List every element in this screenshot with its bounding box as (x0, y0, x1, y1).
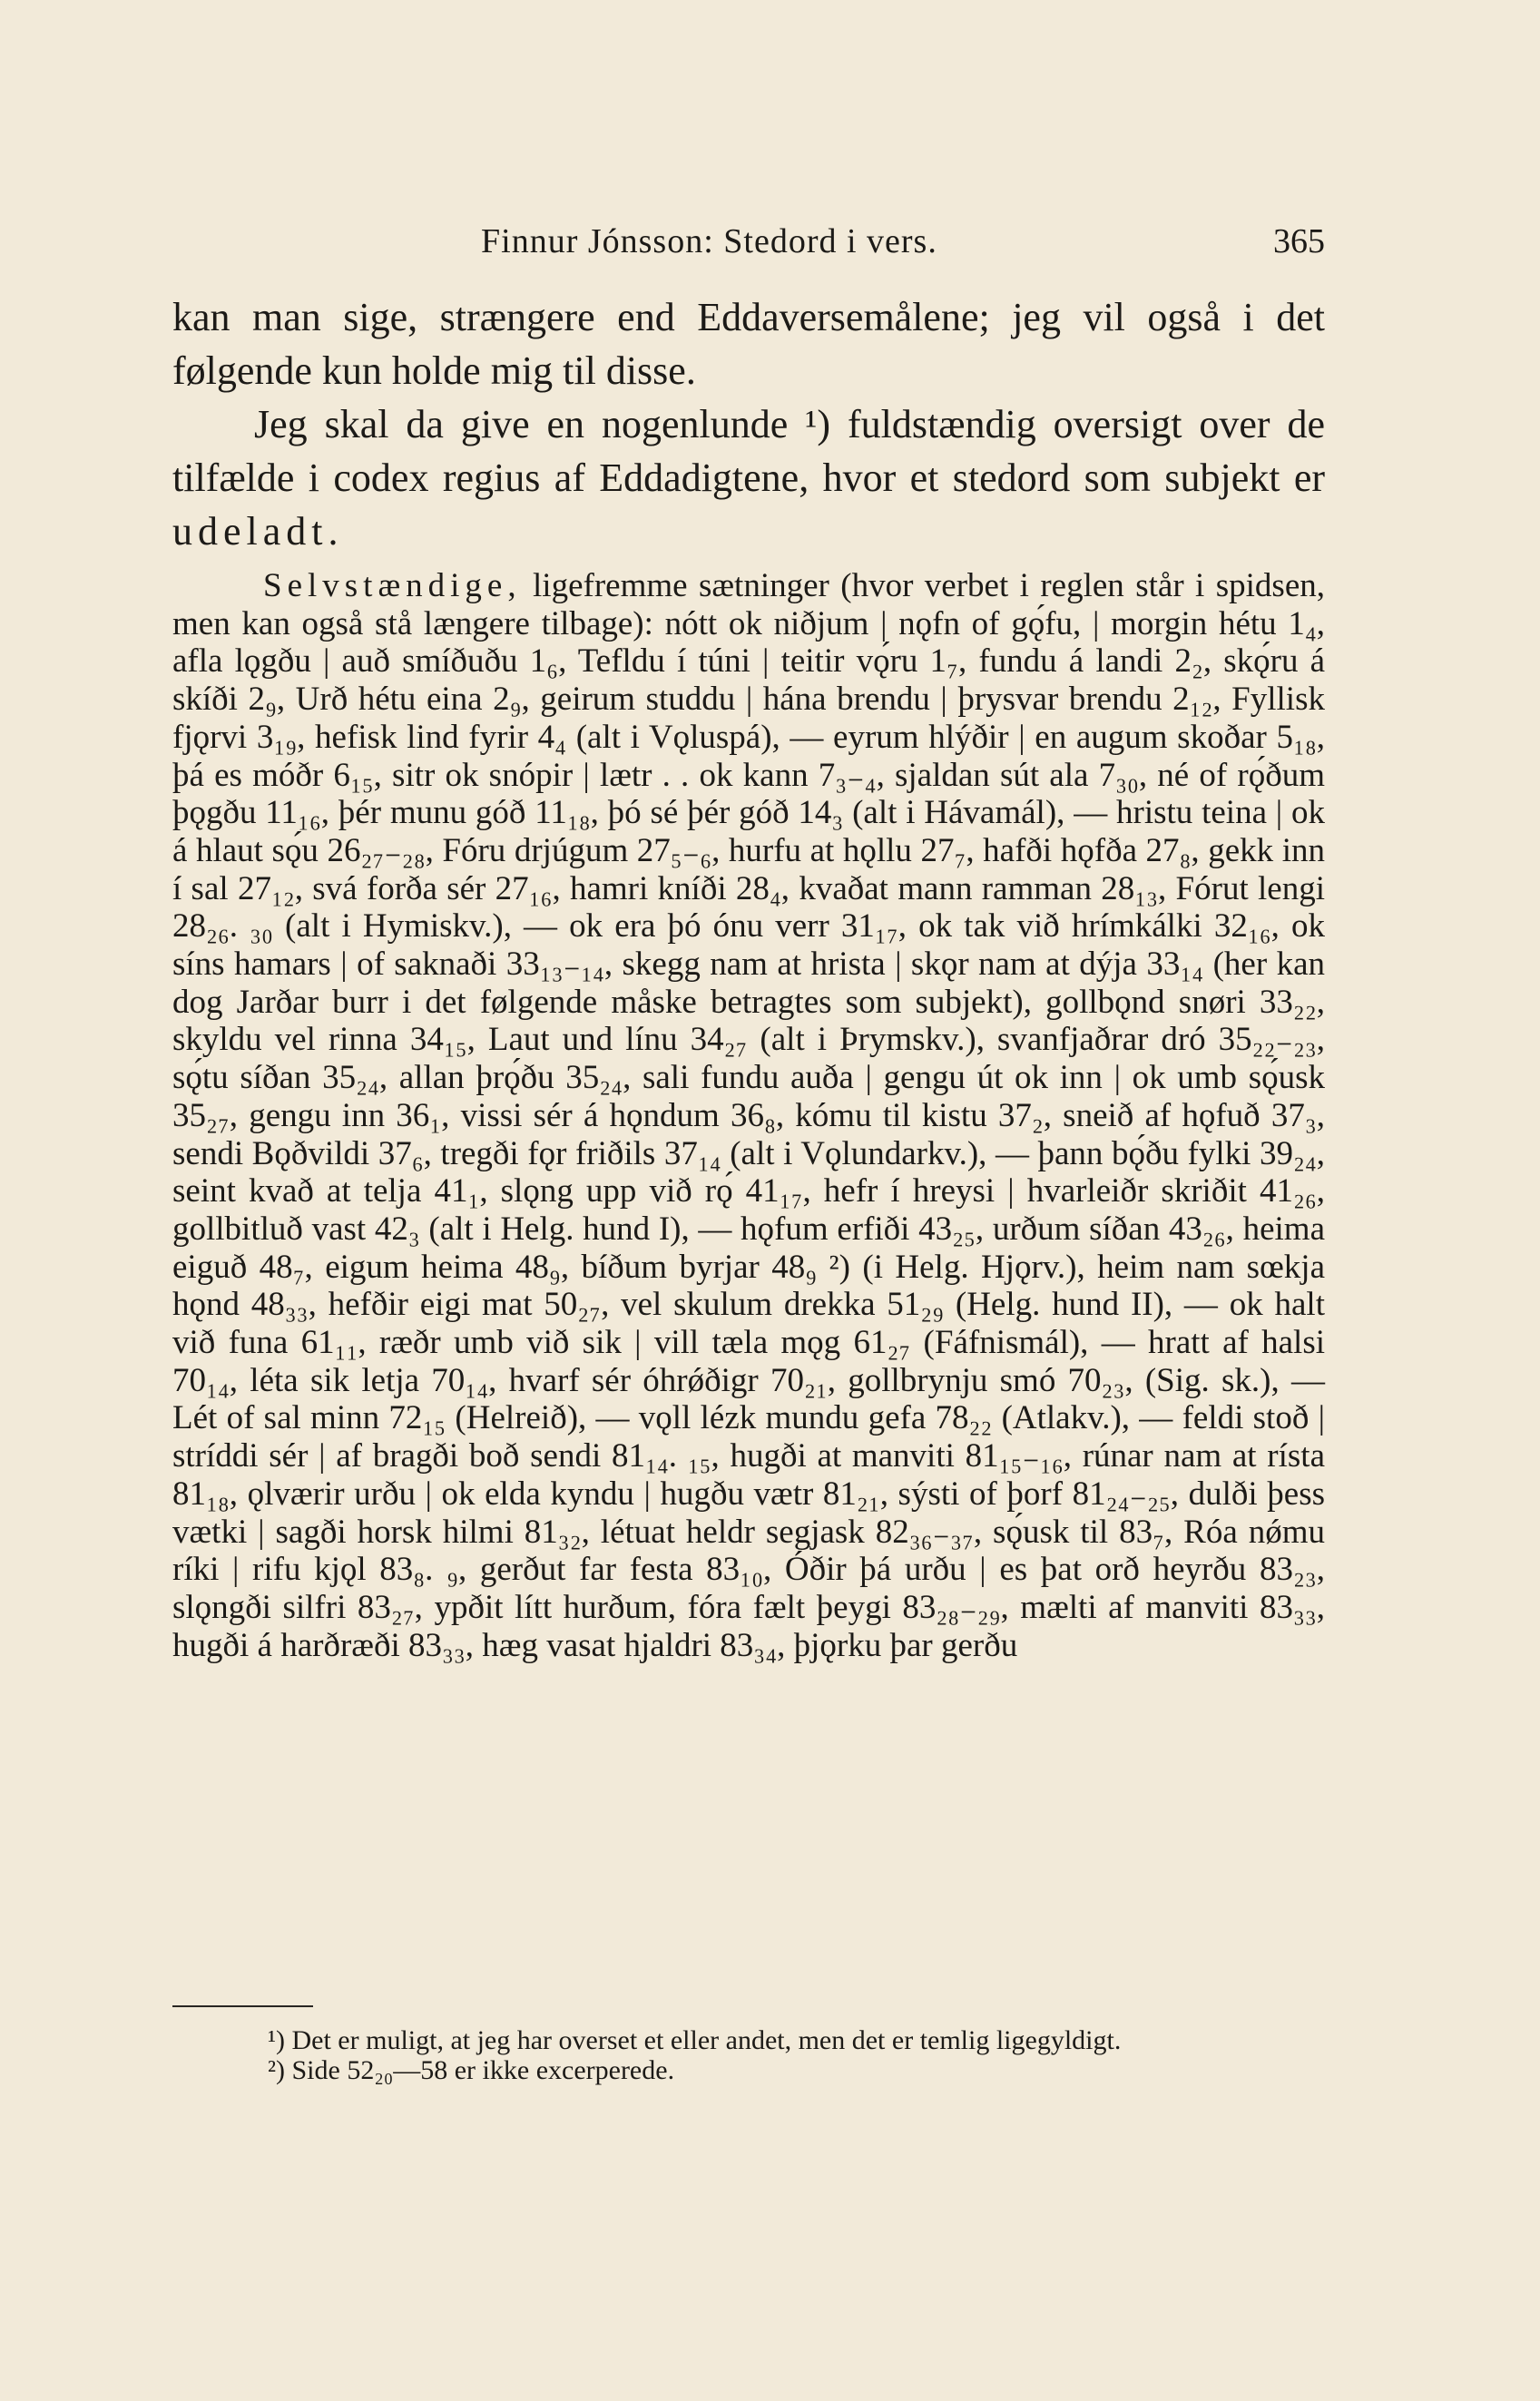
footnotes (172, 2025, 1325, 2085)
paragraph-3 (172, 567, 1325, 1664)
intro-paragraphs (172, 290, 1325, 558)
paragraph-3-text: ligefremme sætninger (hvor verbet i reglen står i spidsen, men kan også stå længere tilbage): nótt ok niðjum | nǫfn of gǫ́fu, | morgin hétu 1₄, afla lǫgðu | auð smíðuðu 1₆, Tefldu í túni | teitir vǫ́ru 1₇, fundu á landi 2₂, skǫ́ru á skíði 2₉, Urð hétu eina 2₉, geirum studdu | hána brendu | þrysvar brendu 2₁₂, Fyllisk fjǫrvi 3₁₉, hefisk lind fyrir 4₄ (alt i Vǫluspá), — eyrum hlýðir | en augum skoðar 5₁₈, þá es móðr 6₁₅, sitr ok snópir | lætr . . ok kann 7₃₋₄, sjaldan sút ala 7₃₀, né of rǫ́ðum þǫgðu 11₁₆, þér munu góð 11₁₈, þó sé þér góð 14₃ (alt i Hávamál), — hristu teina | ok á hlaut sǫ́u 26₂₇₋₂₈, Fóru drjúgum 27₅₋₆, hurfu at hǫllu 27₇, hafði hǫfða 27₈, gekk inn í sal 27₁₂, svá forða sér 27₁₆, hamri kníði 28₄, kvaðat mann ramman 28₁₃, Fórut lengi 28₂₆. ₃₀ (alt i Hymiskv.), — ok era þó ónu verr 31₁₇, ok tak við hrímkálki 32₁₆, ok síns hamars | of saknaði 33₁₃₋₁₄, skegg nam at hrista | skǫr nam at dýja 33₁₄ (her kan dog Jarðar burr i det følgende måske betragtes som subjekt), gollbǫnd snøri 33₂₂, skyldu vel rinna 34₁₅, Laut und línu 34₂₇ (alt i Þrymskv.), svanfjaðrar dró 35₂₂₋₂₃, sǫ́tu síðan 35₂₄, allan þrǫ́ðu 35₂₄, sali fundu auða | gengu út ok inn | ok umb sǫ́usk 35₂₇, gengu inn 36₁, vissi sér á hǫndum 36₈, kómu til kistu 37₂, sneið af hǫfuð 37₃, sendi Bǫðvildi 37₆, tregði fǫr friðils 37₁₄ (alt i Vǫlundarkv.), — þann bǫ́ðu fylki 39₂₄, seint kvað at telja 41₁, slǫng upp við rǫ́ 41₁₇, hefr í hreysi | hvarleiðr skriðit 41₂₆, gollbitluð vast 42₃ (alt i Helg. hund I), — hǫfum erfiði 43₂₅, urðum síðan 43₂₆, heima eiguð 48₇, eigum heima 48₉, bíðum byrjar 48₉ ²) (i Helg. Hjǫrv.), heim nam sœkja hǫnd 48₃₃, hefðir eigi mat 50₂₇, vel skulum drekka 51₂₉ (Helg. hund II), — ok halt við funa 61₁₁, ræðr umb við sik | vill tæla mǫg 61₂₇ (Fáfnismál), — hratt af halsi 70₁₄, léta sik letja 70₁₄, hvarf sér óhrǿðigr 70₂₁, gollbrynju smó 70₂₃, (Sig. sk.), — Lét of sal minn 72₁₅ (Helreið), — vǫll lézk mundu gefa 78₂₂ (Atlakv.), — feldi stoð | stríddi sér | af bragði boð sendi 81₁₄. ₁₅, hugði at manviti 81₁₅₋₁₆, rúnar nam at rísta 81₁₈, ǫlværir urðu | ok elda kyndu | hugðu vætr 81₂₁, sýsti of þorf 81₂₄₋₂₅, dulði þess vætki | sagði horsk hilmi 81₃₂, létuat heldr segjask 82₃₆₋₃₇, sǫ́usk til 83₇, Róa nǿmu ríki | rifu kjǫl 83₈. ₉, gerðut far festa 83₁₀, Óðir þá urðu | es þat orð heyrðu 83₂₃, slǫngði silfri 83₂₇, ypðit lítt hurðum, fóra fælt þeygi 83₂₈₋₂₉, mælti af manviti 83₃₃, hugði á harðræði 83₃₃, hæg vasat hjaldri 83₃₄, þjǫrku þar gerðu (172, 567, 1325, 1664)
paragraph-2-text: Jeg skal da give en nogenlunde ¹) fuldstændig oversigt over de tilfælde i codex regius af Eddadigtene, hvor et stedord som subjekt er (172, 402, 1325, 500)
page-number: 365 (1273, 222, 1325, 260)
footnote-rule (172, 2005, 313, 2007)
footnote-1: ¹) Det er muligt, at jeg har overset et eller andet, men det er temlig ligegyldigt. (268, 2025, 1122, 2055)
main-text (172, 290, 1325, 1698)
footnote-2: ²) Side 52₂₀—58 er ikke excerperede. (268, 2055, 675, 2085)
paragraph-2 (172, 397, 1325, 558)
paragraph-2-emphasis: udeladt. (172, 509, 344, 554)
paragraph-3-emphasis: Selvstændige, (263, 567, 522, 604)
running-title: Finnur Jónsson: Stedord i vers. (481, 222, 937, 260)
paragraph-1: kan man sige, strængere end Eddaversemålene; jeg vil også i det følgende kun holde mig til disse. (172, 295, 1325, 393)
